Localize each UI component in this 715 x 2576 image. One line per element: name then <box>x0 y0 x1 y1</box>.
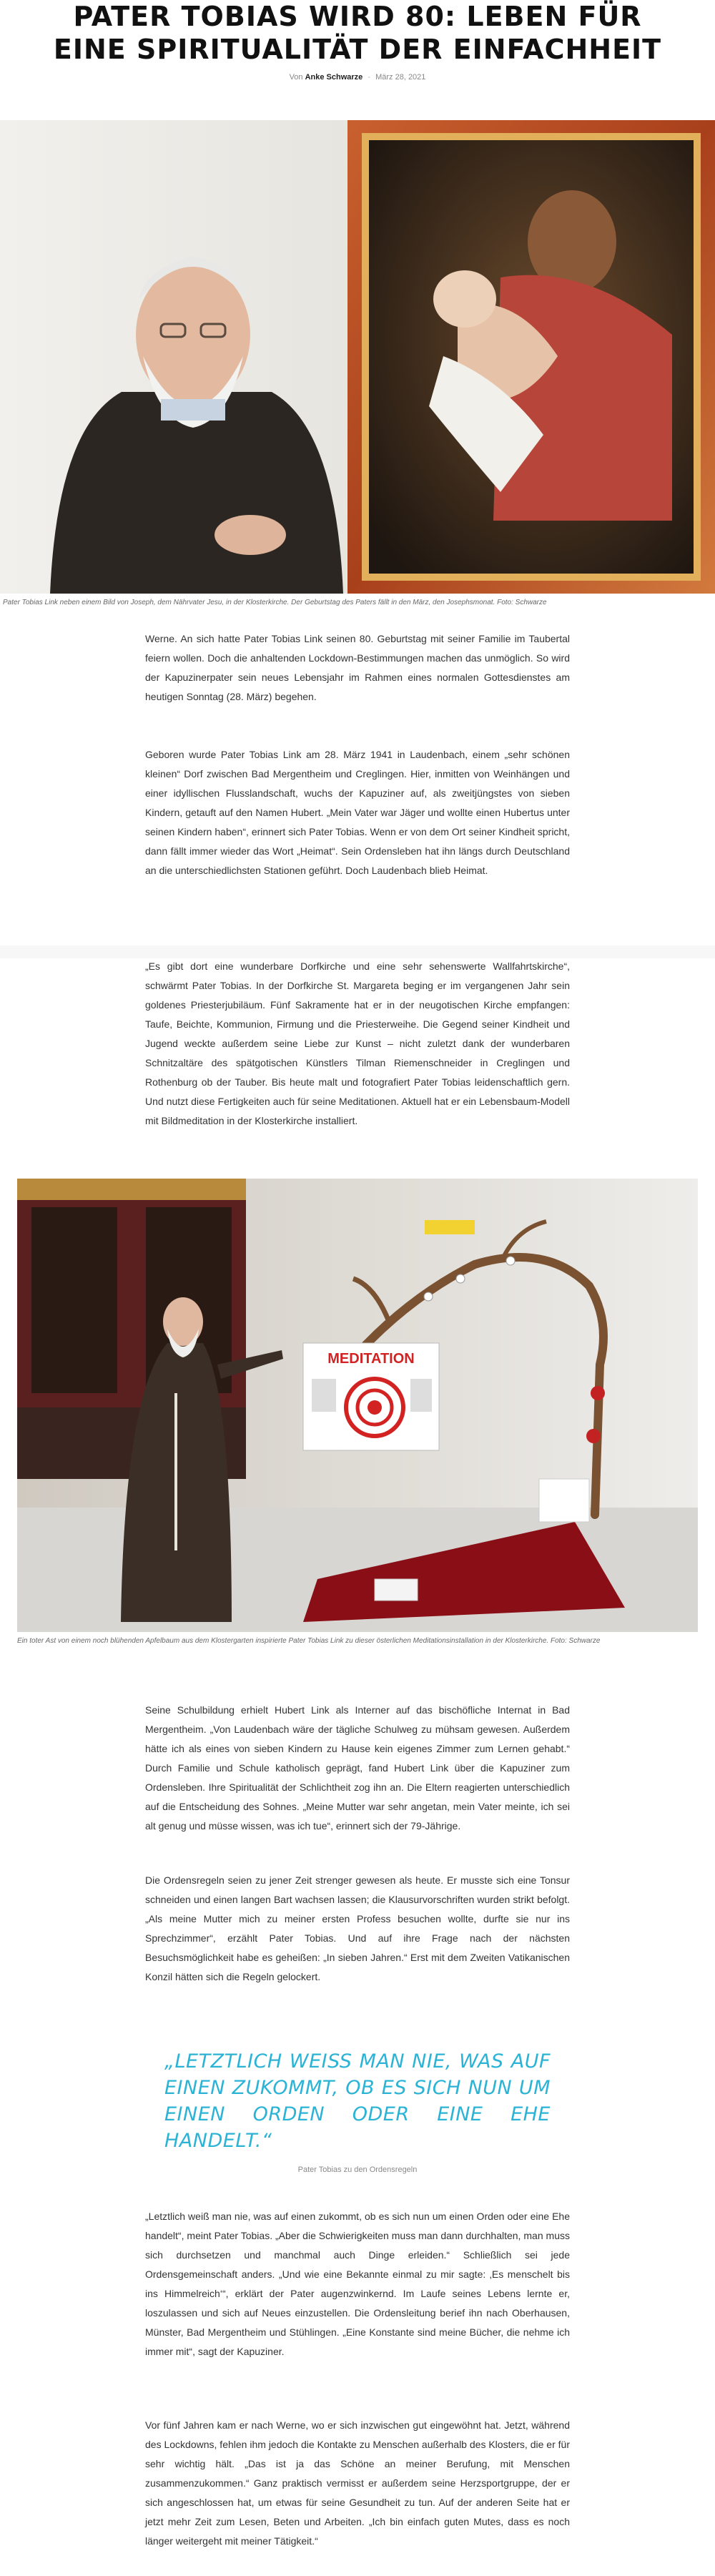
meditation-image <box>17 1179 698 1632</box>
meditation-image-illustration <box>17 1179 698 1632</box>
paragraph-2: Geboren wurde Pater Tobias Link am 28. März 1941 in Laudenbach, einem „sehr schönen kleinen“ Dorf zwischen Bad Mergentheim und Creglingen. Hier, inmitten von Weinhängen und einer idyllischen Flusslandschaft, wuchs der Kapuziner auf, als zweitjüngstes von sieben Kindern, getauft auf den Namen Hubert. „Mein Vater war Jäger und wollte einen Hubertus unter seinen Kindern haben“, erinnert sich Pater Tobias. Wenn er von dem Ort seiner Kindheit spricht, dann fällt immer wieder das Wort „Heimat“. Sein Ordensleben hat ihn längs durch Deutschland an die unterschiedlichsten Stationen geführt. Doch Laudenbach blieb Heimat. <box>145 749 570 876</box>
article-title: PATER TOBIAS WIRD 80: LEBEN FÜR EINE SPIRITUALITÄT DER EINFACHHEIT <box>53 1 662 65</box>
byline-separator: - <box>368 73 371 82</box>
pull-quote-source: Pater Tobias zu den Ordensregeln <box>297 2165 418 2174</box>
author-link[interactable]: Anke Schwarze <box>305 73 363 82</box>
poster-title: MEDITATION <box>327 1351 415 1367</box>
featured-image-caption: Pater Tobias Link neben einem Bild von Joseph, dem Nährvater Jesu, in der Klosterkirche. Der Geburtstag des Paters fällt in den März, den Josephsmonat. Foto: Schwarze <box>3 599 547 606</box>
paragraph-3: „Es gibt dort eine wunderbare Dorfkirche und eine sehr sehenswerte Wallfahrtskirche“, schwärmt Pater Tobias. In der Dorfkirche St. Margareta beging er im vergangenen Jahr sein goldenes Priesterjubiläum. Fünf Sakramente hat er in der neugotischen Kirche empfangen: Taufe, Beichte, Kommunion, Firmung und die Priesterweihe. Die Gegend seiner Kindheit und Jugend weckte außerdem seine Liebe zur Kunst – nicht zuletzt dank der wunderbaren Schnitzaltäre des spätgotischen Künstlers Tilman Riemenschneider in Creglingen und Rothenburg ob der Tauber. Bis heute malt und fotografiert Pater Tobias leidenschaftlich gern. Und nutzt diese Fertigkeiten auch für seine Meditationen. Aktuell hat er ein Lebensbaum-Modell mit Bildmeditation in der Klosterkirche installiert. <box>145 960 570 1126</box>
byline-prefix: Von <box>289 73 303 82</box>
byline <box>0 73 715 82</box>
paragraph-4: Seine Schulbildung erhielt Hubert Link als Interner auf das bischöfliche Internat in Bad Mergentheim. „Von Laudenbach wäre der tägliche Schulweg zu mühsam gewesen. Außerdem hätte ich als eines von sieben Kindern zu Hause kein eigenes Zimmer zum Lernen gehabt.“ Durch Familie und Schule katholisch geprägt, fand Hubert Link über die Kapuziner zum Ordensleben. Ihre Spiritualität der Schlichtheit zog ihn an. Die Eltern reagierten unterschiedlich auf die Entscheidung des Sohnes. „Meine Mutter war sehr angetan, mein Vater meinte, ich sei alt genug und müsse wissen, was ich tue“, erinnert sich der 79-Jährige. <box>145 1704 570 1832</box>
featured-image <box>0 120 715 594</box>
paragraph-6: „Letztlich weiß man nie, was auf einen zukommt, ob es sich nun um einen Orden oder eine Ehe handelt“, meint Pater Tobias. „Aber die Schwierigkeiten muss man dann durchhalten, man muss sich durchsetzen und manchmal auch Dinge erleiden.“ Schließlich sei jede Ordensgemeinschaft anders. „Und wie eine Bekannte einmal zu mir sagte: ‚Es menschelt bis ins Himmelreich‘“, erklärt der Pater augenzwinkernd. Im Laufe seines Lebens lernte er, loszulassen und sich auf Neues einzustellen. Die Ordensleitung berief ihn nach Oberhausen, Münster, Bad Mergentheim und Stühlingen. „Eine Konstante sind meine Bücher, die nehme ich immer mit“, sagt der Kapuziner. <box>145 2211 570 2357</box>
paragraph-1: Werne. An sich hatte Pater Tobias Link seinen 80. Geburtstag mit seiner Familie im Taubertal feiern wollen. Doch die anhaltenden Lockdown-Bestimmungen machen das unmöglich. So wird der Kapuzinerpater sein neues Lebensjahr im Rahmen eines normalen Gottesdienstes am heutigen Sonntag (28. März) begehen. <box>145 633 570 702</box>
pull-quote: „LETZTLICH WEISS MAN NIE, WAS AUF EINEN ZUKOMMT, OB ES SICH NUN UM EINEN ORDEN ODER EINE EHE HANDELT.“ <box>164 2050 551 2152</box>
paragraph-7: Vor fünf Jahren kam er nach Werne, wo er sich inzwischen gut eingewöhnt hat. Jetzt, während des Lockdowns, fehlen ihm jedoch die Kontakte zu Menschen außerhalb des Klosters, die er für sehr wichtig hält. „Das ist ja das Schöne an meiner Berufung, mit Menschen zusammenzukommen.“ Ganz praktisch vermisst er außerdem seine Herzsportgruppe, der er sich angeschlossen hat, um etwas für seine Gesundheit zu tun. Auf der anderen Seite hat er jetzt mehr Zeit zum Lesen, Beten und Arbeiten. „Ich bin einfach guten Mutes, dass es noch länger weitergeht mit meiner Tätigkeit.“ <box>145 2419 570 2547</box>
meditation-image-caption: Ein toter Ast von einem noch blühenden Apfelbaum aus dem Klostergarten inspirierte Pater Tobias Link zu dieser österlichen Meditationsinstallation in der Klosterkirche. Foto: Schwarze <box>17 1637 601 1645</box>
paragraph-5: Die Ordensregeln seien zu jener Zeit strenger gewesen als heute. Er musste sich eine Tonsur schneiden und einen langen Bart wachsen lassen; die Klausurvorschriften wurden strikt befolgt. „Als meine Mutter mich zu meiner ersten Profess besuchen wollte, durfte sie nur ins Sprechzimmer“, erzählt Pater Tobias. Und auf ihre Frage nach der nächsten Besuchsmöglichkeit habe es geheißen: „In sieben Jahren.“ Erst mit dem Zweiten Vatikanischen Konzil hätten sich die Regeln gelockert. <box>145 1874 570 1982</box>
featured-image-illustration <box>0 120 715 594</box>
publish-date: März 28, 2021 <box>375 73 426 82</box>
